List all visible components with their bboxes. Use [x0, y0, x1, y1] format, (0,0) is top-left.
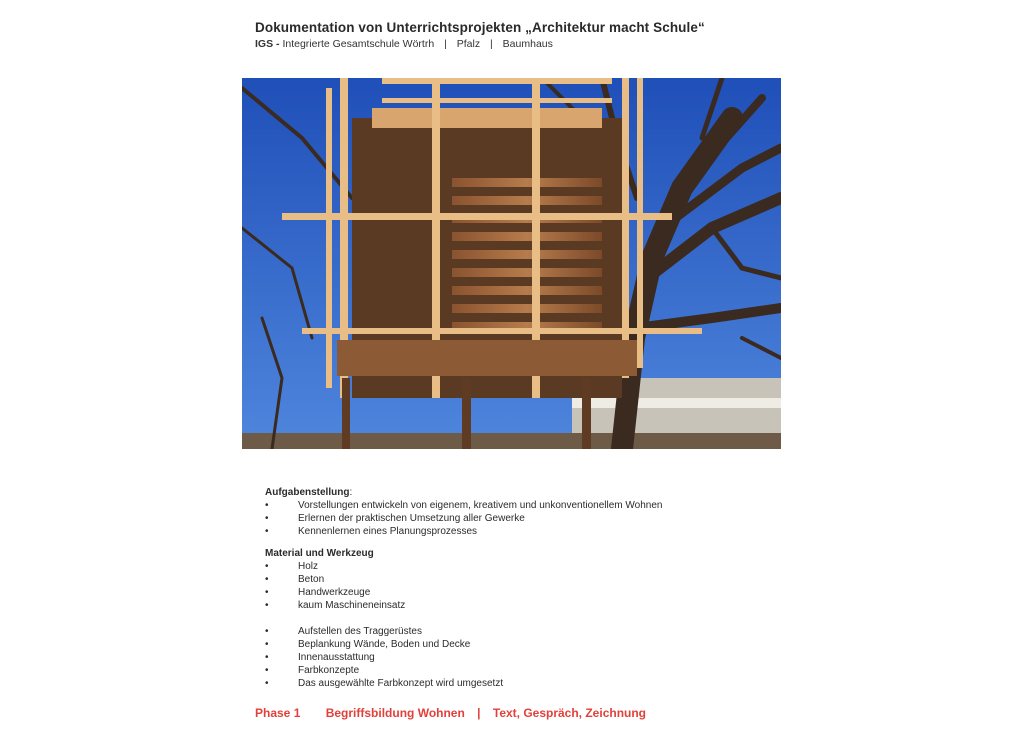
- bullet: •: [265, 587, 269, 598]
- bullet: •: [265, 500, 269, 511]
- tree-house-photo: [242, 78, 781, 449]
- aufgaben-list: [265, 499, 662, 538]
- list-item: • Aufstellen des Traggerüstes: [265, 626, 422, 637]
- bullet: •: [265, 665, 269, 676]
- school-name: Integrierte Gesamtschule Wörtrh: [282, 38, 435, 50]
- document-title: Dokumentation von Unterrichtsprojekten „Architektur macht Schule“: [255, 20, 705, 35]
- material-list: [265, 560, 662, 612]
- bullet: •: [265, 678, 269, 689]
- list-item: • Farbkonzepte: [265, 665, 360, 676]
- bullet: •: [265, 652, 269, 663]
- separator: |: [477, 706, 481, 720]
- bullet: •: [265, 526, 269, 537]
- list-item: • Beton: [265, 574, 325, 585]
- bullet: •: [265, 513, 269, 524]
- phase-topic: Begriffsbildung Wohnen: [325, 706, 465, 720]
- list-item: • Handwerkzeuge: [265, 587, 371, 598]
- bullet: •: [265, 561, 269, 572]
- bullet: •: [265, 639, 269, 650]
- content-block: [265, 486, 662, 690]
- phase-label: Phase 1: [255, 706, 301, 720]
- list-item: • kaum Maschineneinsatz: [265, 600, 406, 611]
- list-item: • Erlernen der praktischen Umsetzung aller Gewerke: [265, 513, 525, 524]
- list-item: • Das ausgewählte Farbkonzept wird umgesetzt: [265, 678, 504, 689]
- phase-footer: [255, 706, 646, 720]
- phase-methods: Text, Gespräch, Zeichnung: [492, 706, 647, 720]
- bullet: •: [265, 574, 269, 585]
- section-title-material: Material und Werkzeug: [265, 548, 374, 559]
- list-item: • Innenausstattung: [265, 652, 375, 663]
- school-abbreviation: IGS -: [255, 38, 280, 50]
- bullet: •: [265, 600, 269, 611]
- separator: |: [444, 38, 447, 50]
- ground: [242, 433, 781, 449]
- document-header: [255, 20, 705, 50]
- list-item: • Holz: [265, 561, 319, 572]
- region: Pfalz: [456, 38, 481, 50]
- list-item: • Beplankung Wände, Boden und Decke: [265, 639, 471, 650]
- bullet: •: [265, 626, 269, 637]
- background-building-band: [572, 398, 781, 408]
- project-name: Baumhaus: [502, 38, 553, 50]
- school-line: [255, 38, 705, 50]
- separator: |: [490, 38, 493, 50]
- section-title-aufgabenstellung: Aufgabenstellung:: [265, 487, 353, 498]
- process-list: [265, 625, 662, 690]
- list-item: • Vorstellungen entwickeln von eigenem, kreativem und unkonventionellem Wohnen: [265, 500, 663, 511]
- list-item: • Kennenlernen eines Planungsprozesses: [265, 526, 478, 537]
